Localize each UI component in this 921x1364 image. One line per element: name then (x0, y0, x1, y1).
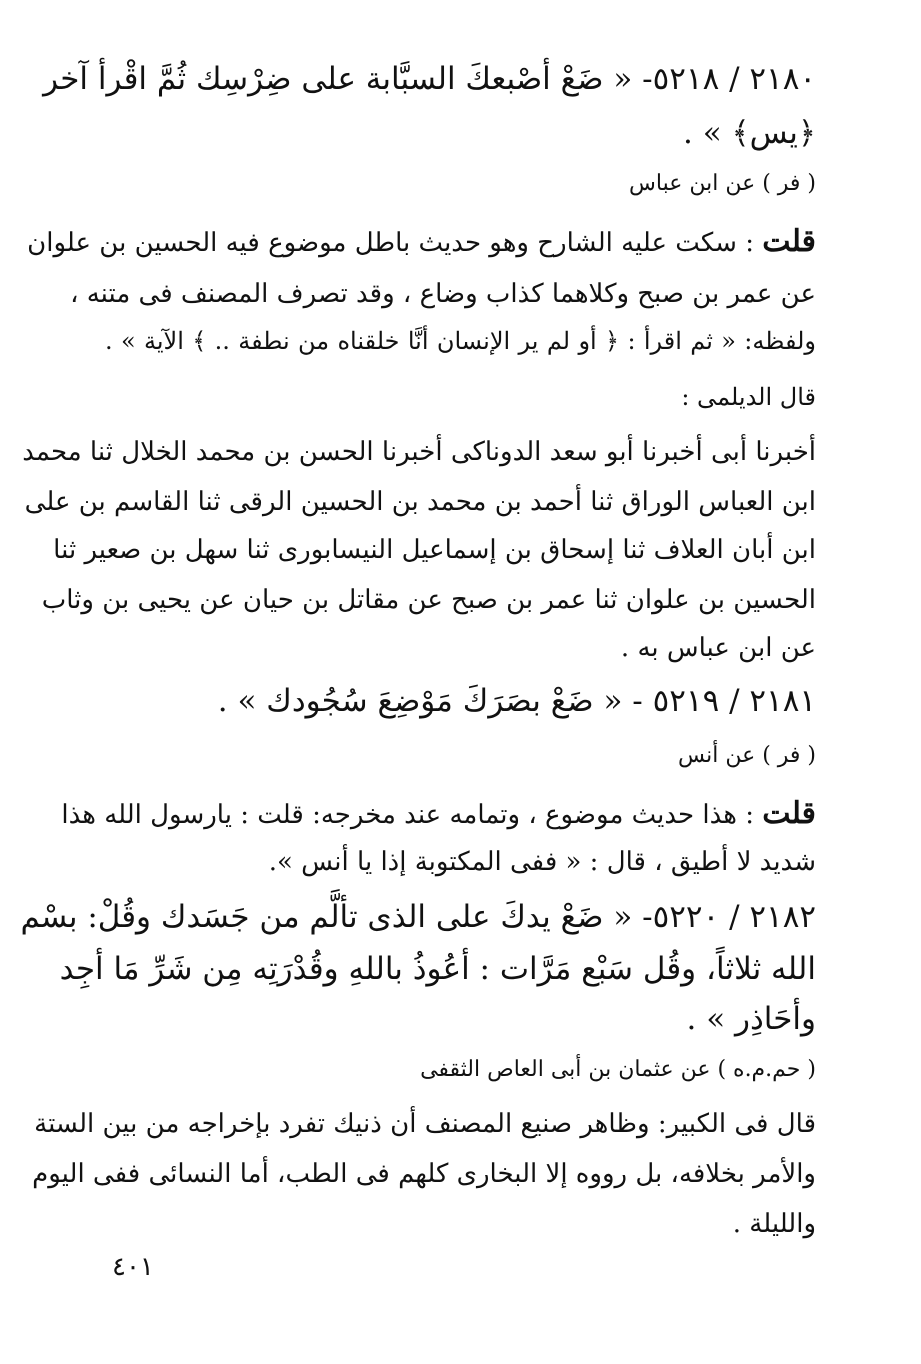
note-2181-line-1 (61, 794, 816, 834)
hadith-2180-line-2: ﴿يس﴾ » . (682, 115, 816, 151)
note-label: قلت (762, 796, 816, 831)
page-number: ٤٠١ (112, 1252, 154, 1282)
note-2180-line-2: عن عمر بن صبح وكلاهما كذاب وضاع ، وقد تصرف المصنف فى متنه ، (70, 279, 816, 309)
isnad-line-5: عن ابن عباس به . (620, 633, 816, 663)
isnad-line-1: أخبرنا أبى أخبرنا أبو سعد الدوناكى أخبرنا الحسن بن محمد الخلال ثنا محمد (22, 437, 816, 467)
hadith-2182-line-3: وأحَاذِر » . (686, 1001, 816, 1037)
kabir-line-2: والأمر بخلافه، بل رووه إلا البخارى كلهم فى الطب، أما النسائى ففى اليوم (32, 1159, 816, 1189)
hadith-2180-line-1: ٢١٨٠ / ٥٢١٨- « ضَعْ أصْبعكَ السبَّابة على ضِرْسِك ثُمَّ اقْرأ آخر (43, 61, 816, 97)
hadith-2182-line-2: الله ثلاثاً، وقُل سَبْع مَرَّات : أعُوذُ باللهِ وقُدْرَتِه مِن شَرِّ مَا أجِد (59, 951, 816, 987)
kabir-line-1: قال فى الكبير: وظاهر صنيع المصنف أن ذنيك تفرد بإخراجه من بين الستة (34, 1109, 816, 1139)
hadith-2182-source: ( حم.م.ه ) عن عثمان بن أبى العاص الثقفى (420, 1057, 816, 1082)
note-2181-line-2: شديد لا أطيق ، قال : « ففى المكتوبة إذا يا أنس ». (268, 847, 816, 877)
hadith-2182-line-1: ٢١٨٢ / ٥٢٢٠- « ضَعْ يدكَ على الذى تألَّم من جَسَدك وقُلْ: بسْم (20, 899, 816, 935)
hadith-2181-line-1: ٢١٨١ / ٥٢١٩ - « ضَعْ بصَرَكَ مَوْضِعَ سُجُودك » . (217, 683, 816, 719)
isnad-line-4: الحسين بن علوان ثنا عمر بن صبح عن مقاتل بن حيان عن يحيى بن وثاب (41, 585, 816, 615)
isnad-line-3: ابن أبان العلاف ثنا إسحاق بن إسماعيل النيسابورى ثنا سهل بن صعير ثنا (53, 535, 816, 565)
hadith-2180-source: ( فر ) عن ابن عباس (629, 171, 816, 196)
note-2181-text-1: : هذا حديث موضوع ، وتمامه عند مخرجه: قلت : يارسول الله هذا (61, 800, 754, 830)
isnad-line-2: ابن العباس الوراق ثنا أحمد بن محمد بن الحسين الرقى ثنا القاسم بن على (24, 487, 816, 517)
note-2180-line-3: ولفظه: « ثم اقرأ : ﴿ أو لم ير الإنسان أنَّا خلقناه من نطفة .. ﴾ الآية » . (105, 327, 816, 355)
dailami-heading: قال الديلمى : (681, 383, 816, 411)
kabir-line-3: والليلة . (732, 1209, 816, 1239)
hadith-2181-source: ( فر ) عن أنس (678, 743, 816, 768)
note-2180-text-1: : سكت عليه الشارح وهو حديث باطل موضوع فيه الحسين بن علوان (27, 228, 754, 258)
note-label: قلت (762, 224, 816, 259)
note-2180-line-1 (27, 222, 816, 262)
